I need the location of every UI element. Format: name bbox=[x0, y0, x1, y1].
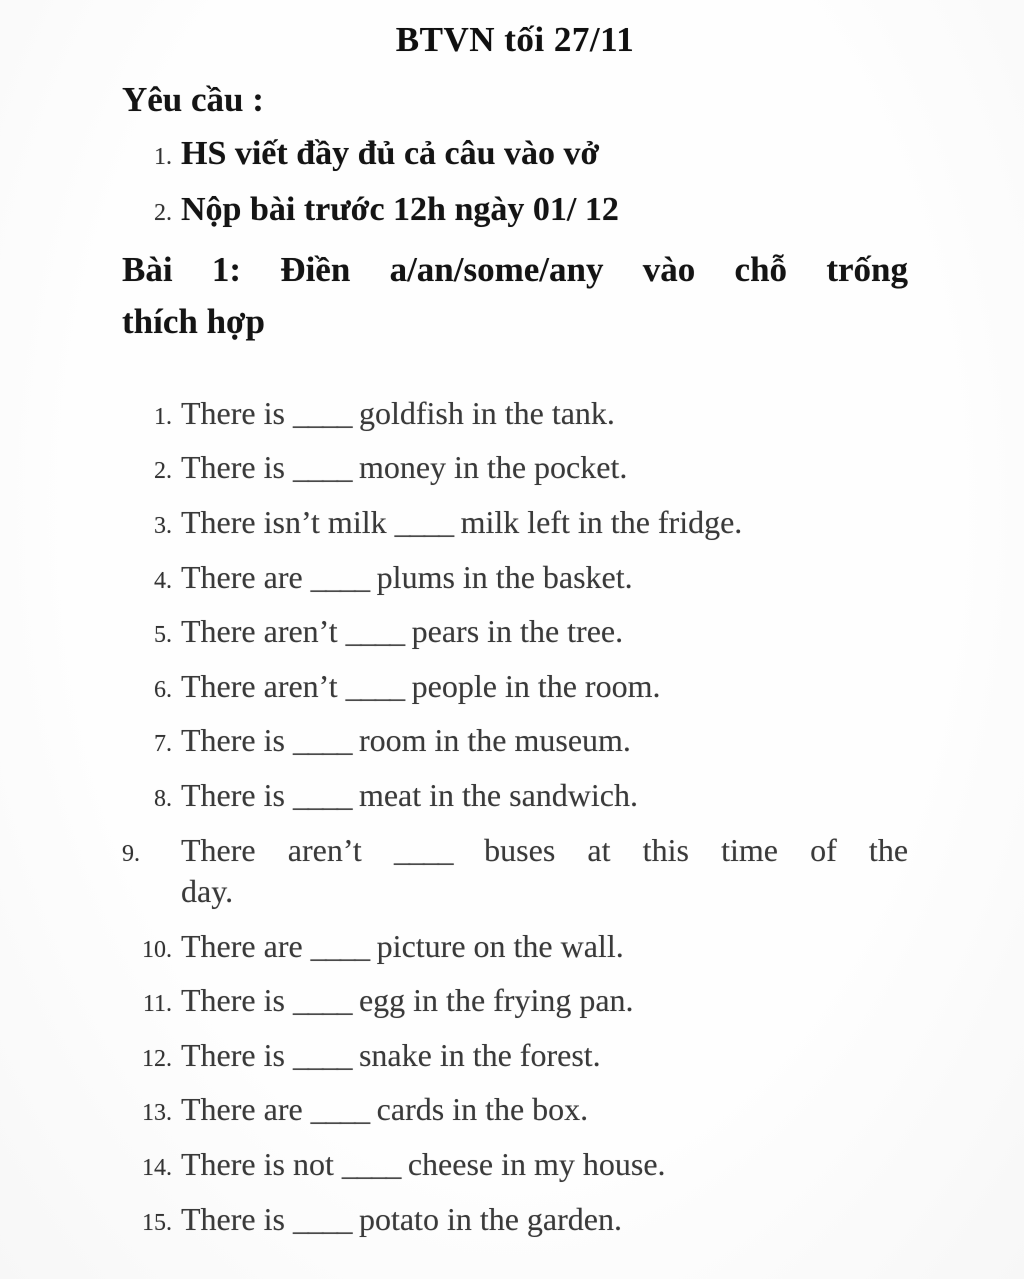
exercise-sentence bbox=[122, 447, 908, 489]
item-number: 8. bbox=[154, 785, 172, 812]
item-number: 2. bbox=[154, 199, 172, 226]
item-number: 11. bbox=[142, 991, 172, 1018]
sentence-after-blank: plums in the basket. bbox=[376, 558, 633, 595]
sentence-after-blank: pears in the tree. bbox=[411, 613, 624, 650]
sentence-after-blank: room in the museum. bbox=[358, 722, 631, 759]
exercise-sentence bbox=[122, 611, 908, 653]
requirements-list bbox=[122, 132, 908, 233]
sentence-wrap-line: day. bbox=[181, 873, 234, 910]
exercise-sentence bbox=[122, 720, 908, 762]
answer-blank: ____ bbox=[345, 613, 404, 650]
item-number: 5. bbox=[154, 622, 172, 649]
exercise-item bbox=[122, 557, 908, 599]
sentence-before-blank: There is bbox=[181, 1200, 285, 1237]
sentence-before-blank: There is bbox=[181, 776, 285, 813]
exercise-sentence bbox=[122, 926, 908, 968]
item-number: 13. bbox=[142, 1100, 172, 1127]
exercise-item bbox=[122, 666, 908, 708]
sentence-before-blank: There is bbox=[181, 1036, 285, 1073]
exercise-sentence bbox=[122, 1035, 908, 1077]
requirement-text: HS viết đầy đủ cả câu vào vở bbox=[181, 135, 600, 172]
item-number: 1. bbox=[154, 403, 172, 430]
item-number: 1. bbox=[154, 144, 172, 170]
answer-blank: ____ bbox=[341, 1146, 400, 1183]
sentence-before-blank: There is bbox=[181, 449, 285, 486]
exercise-sentence bbox=[122, 830, 908, 872]
sentence-after-blank: snake in the forest. bbox=[358, 1036, 601, 1073]
exercise-sentence bbox=[122, 666, 908, 708]
item-number: 12. bbox=[142, 1045, 172, 1072]
answer-blank: ____ bbox=[345, 667, 404, 704]
sentence-before-blank: There are bbox=[181, 558, 303, 595]
answer-blank: ____ bbox=[310, 1091, 369, 1128]
exercise-sentence bbox=[122, 1089, 908, 1131]
sentence-before-blank: There are bbox=[181, 927, 303, 964]
answer-blank: ____ bbox=[310, 558, 369, 595]
item-number: 7. bbox=[154, 731, 172, 758]
answer-blank: ____ bbox=[292, 1200, 351, 1237]
answer-blank: ____ bbox=[292, 394, 351, 431]
answer-blank: ____ bbox=[292, 722, 351, 759]
exercise-heading bbox=[122, 244, 908, 349]
sentence-after-blank: egg in the frying pan. bbox=[358, 982, 634, 1019]
answer-blank: ____ bbox=[394, 503, 453, 540]
exercise-sentence bbox=[122, 557, 908, 599]
sentence-before-blank: There is bbox=[181, 982, 285, 1019]
exercise-sentence bbox=[122, 775, 908, 817]
sentence-after-blank: people in the room. bbox=[411, 667, 661, 704]
item-number: 10. bbox=[142, 936, 172, 963]
answer-blank: ____ bbox=[292, 776, 351, 813]
item-number: 2. bbox=[154, 458, 172, 485]
exercise-item bbox=[122, 393, 908, 435]
item-number: 14. bbox=[142, 1155, 172, 1182]
sentence-after-blank: cheese in my house. bbox=[407, 1146, 666, 1183]
exercise-item bbox=[122, 775, 908, 817]
answer-blank: ____ bbox=[310, 927, 369, 964]
item-number: 6. bbox=[154, 676, 172, 703]
sentence-after-blank: buses at this time of the bbox=[484, 831, 909, 868]
sentence-before-blank: There aren’t bbox=[181, 831, 362, 868]
exercise-item bbox=[122, 447, 908, 489]
answer-blank: ____ bbox=[393, 831, 452, 868]
answer-blank: ____ bbox=[292, 982, 351, 1019]
exercise-list bbox=[122, 393, 908, 1241]
requirement-item bbox=[122, 188, 908, 233]
page-title: BTVN tối 27/11 bbox=[395, 20, 635, 59]
sentence-after-blank: potato in the garden. bbox=[358, 1200, 622, 1237]
exercise-item bbox=[122, 1199, 908, 1241]
exercise-item bbox=[122, 926, 908, 968]
sentence-after-blank: meat in the sandwich. bbox=[358, 776, 638, 813]
sentence-before-blank: There is not bbox=[181, 1146, 334, 1183]
item-number: 15. bbox=[142, 1209, 172, 1236]
item-number: 3. bbox=[154, 512, 172, 539]
sentence-after-blank: milk left in the fridge. bbox=[460, 503, 743, 540]
requirement-text: Nộp bài trước 12h ngày 01/ 12 bbox=[181, 190, 619, 228]
answer-blank: ____ bbox=[292, 1036, 351, 1073]
exercise-sentence bbox=[122, 980, 908, 1022]
requirement-item bbox=[122, 132, 908, 177]
exercise-heading-line1: Bài 1: Điền a/an/some/any vào chỗ trống bbox=[122, 249, 908, 289]
exercise-item bbox=[122, 502, 908, 544]
sentence-before-blank: There is bbox=[181, 722, 285, 759]
item-number: 9. bbox=[122, 840, 140, 867]
exercise-item bbox=[122, 1089, 908, 1131]
exercise-sentence bbox=[122, 502, 908, 544]
exercise-item bbox=[122, 611, 908, 653]
sentence-after-blank: goldfish in the tank. bbox=[358, 394, 615, 431]
sentence-before-blank: There is bbox=[181, 394, 285, 431]
exercise-item bbox=[122, 830, 908, 913]
exercise-sentence bbox=[122, 393, 908, 435]
sentence-after-blank: money in the pocket. bbox=[358, 449, 628, 486]
sentence-before-blank: There isn’t milk bbox=[181, 503, 387, 540]
sentence-before-blank: There aren’t bbox=[181, 613, 338, 650]
sentence-after-blank: cards in the box. bbox=[376, 1091, 589, 1128]
exercise-sentence bbox=[122, 1199, 908, 1241]
requirements-heading: Yêu cầu : bbox=[122, 80, 264, 119]
exercise-item bbox=[122, 720, 908, 762]
sentence-after-blank: picture on the wall. bbox=[376, 927, 624, 964]
exercise-item bbox=[122, 1035, 908, 1077]
exercise-item bbox=[122, 1144, 908, 1186]
exercise-sentence bbox=[122, 1144, 908, 1186]
sentence-before-blank: There are bbox=[181, 1091, 303, 1128]
item-number: 4. bbox=[154, 567, 172, 594]
sentence-before-blank: There aren’t bbox=[181, 667, 338, 704]
answer-blank: ____ bbox=[292, 449, 351, 486]
exercise-item bbox=[122, 980, 908, 1022]
exercise-heading-line2: thích hợp bbox=[122, 302, 265, 342]
